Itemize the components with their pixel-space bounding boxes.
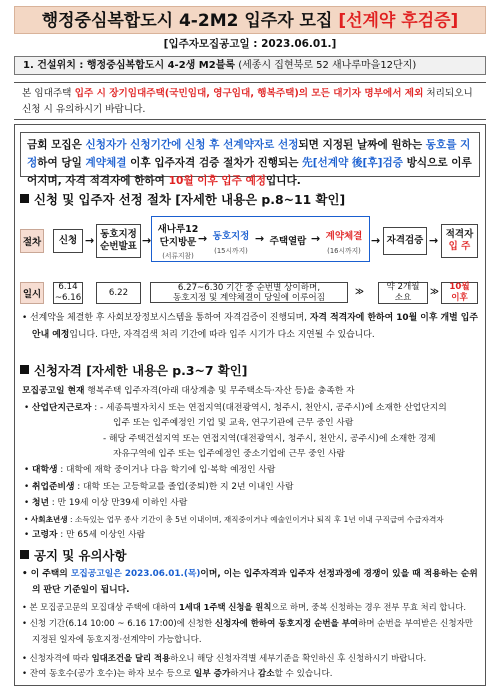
job-seeker-label: 취업준비생 [32, 482, 75, 492]
notice4-a: 신청자격에 따라 [29, 653, 92, 663]
schedule-verify-line2: 소요 [394, 293, 412, 303]
schedule-eligible-line2: 이후 [451, 293, 468, 303]
section3-heading [20, 546, 126, 564]
location-label: 1. 건설위치 : 행정중심복합도시 4-2생 M2블록 [23, 60, 236, 71]
flow-eligible [441, 224, 478, 258]
arrow-right-icon: → [198, 232, 208, 245]
youth-item: • 청년 : 만 19세 이상 만39세 이하인 사람 [24, 498, 188, 508]
notice1-a: 이 주택의 [30, 569, 71, 579]
arrow-right-icon: → [311, 232, 321, 245]
notice5-c: 하거나 [230, 669, 258, 679]
flow-contract-sub: (16시까지) [327, 247, 361, 255]
industrial-line2: - 해당 주택건설지역 또는 연접지역(대전광역시, 청주시, 천안시, 공주시)에 소재한 경제 [103, 434, 436, 444]
flow-designate-sub: (15시까지) [214, 247, 248, 255]
schedule-tag: 일시 [20, 282, 44, 304]
section1-heading-text: 신청 및 입주자 선정 절차 [자세한 내용은 p.8~11 확인] [34, 192, 346, 207]
notice5-d: 감소 [257, 669, 275, 679]
newbie-label: 사회초년생 [30, 515, 68, 524]
section2-intro [22, 385, 476, 398]
schedule-visit [150, 282, 348, 303]
double-chevron-icon: ≫ [430, 287, 439, 297]
student-text: : 대학에 재학 중이거나 다음 학기에 입·복학 예정인 사람 [57, 465, 276, 475]
flow-eligible-line1: 적격자 [445, 229, 474, 240]
announcement-date: [입주자모집공고일 : 2023.06.01.] [163, 38, 337, 50]
industrial-line1b: 입주 또는 입주예정인 기업 및 교육, 연구기관에 근무 중인 사람 [113, 418, 354, 428]
elder-label: 고령자 [32, 530, 58, 540]
section3-heading-text: 공지 및 유의사항 [34, 548, 127, 563]
youth-text: : 만 19세 이상 만39세 이하인 사람 [49, 498, 188, 508]
notice5-e: 할 수 있습니다. [274, 669, 333, 679]
notice4-c: 하오니 해당 신청자격별 세부기준을 확인하신 후 신청하시기 바랍니다. [170, 653, 427, 663]
flow-apply: 신청 [53, 229, 83, 253]
flow-complex [154, 223, 202, 249]
title-main: 행정중심복합도시 4-2M2 입주자 모집 [41, 11, 333, 31]
notice1-b: 모집공고일은 2023.06.01.(목) [70, 569, 201, 579]
youth-label: 청년 [32, 498, 49, 508]
newbie-text: : 소득있는 업무 종사 기간이 총 5년 이내이며, 재직중이거나 예술인이거나 퇴직 후 1년 이내 구직급여 수급자격자 [67, 515, 444, 524]
schedule-verify-line1: 약 2개월 [386, 282, 420, 292]
notice-box [14, 82, 486, 120]
notice2-a: 본 모집공고문의 모집대상 주택에 대하여 [29, 602, 179, 612]
notice-item-4: • 신청자격에 따라 임대조건을 달리 적용하오니 해당 신청자격별 세부기준을 확인하신 후 신청하시기 바랍니다. [22, 653, 427, 663]
student-item: • 대학생 : 대학에 재학 중이거나 다음 학기에 입·복학 예정인 사람 [24, 465, 276, 475]
arrow-right-icon: → [371, 234, 381, 247]
schedule-visit-line1: 6.27~6.30 기간 중 순번별 상이하며, [177, 283, 321, 293]
lead-text-9: 방식으로 이루어지며, 자격 적격자에 한하여 [27, 157, 472, 187]
lead-text-6: 계약체결 [85, 157, 127, 169]
elder-text: : 만 65세 이상인 사람 [57, 530, 146, 540]
notice-item-1: • 이 주택의 모집공고일은 2023.06.01.(목)이며, 이는 입주자격과 입주자 선정과정에 경쟁이 있을 때 적용하는 순위의 판단 기준일이 됩니다. [22, 569, 478, 595]
notice3-c: 하며 순번을 부여받은 신청자만 지정된 일자에 동호지정·선계약이 가능합니다. [32, 619, 473, 645]
elder-item: • 고령자 : 만 65세 이상인 사람 [24, 530, 146, 540]
schedule-eligible-line1: 10월 [449, 282, 470, 292]
flow-tag: 절차 [20, 229, 44, 253]
flow-announce [96, 224, 141, 258]
lead-text-10: 10월 이후 입주 예정 [168, 175, 267, 187]
job-seeker-item: • 취업준비생 : 대학 또는 고등학교를 졸업(중퇴)한 지 2년 이내인 사람 [24, 482, 294, 492]
lead-text-8: 先[선계약 後[후]검증 [302, 157, 403, 169]
flow-announce-line2: 순번발표 [100, 241, 137, 252]
flow-complex-sub: (서류지참) [162, 252, 194, 260]
industrial-line1: : - 세종특별자치시 또는 연접지역(대전광역시, 청주시, 천안시, 공주시)에 소재한 산업단지의 [91, 403, 447, 413]
section1-note-c: 입니다. 다만, 자격검색 처리 기간에 따라 입주 시기가 다소 지연될 수 있습니다. [69, 330, 375, 340]
square-bullet-icon [20, 194, 29, 203]
job-seeker-text: : 대학 또는 고등학교를 졸업(중퇴)한 지 2년 이내인 사람 [74, 482, 294, 492]
section2-intro-bold: 모집공고일 현재 [22, 386, 85, 396]
title-accent: [선계약 후검증] [338, 11, 459, 31]
industrial-label: 산업단지근로자 [32, 403, 92, 413]
document-title [14, 6, 486, 34]
lead-text-1: 금회 모집은 [27, 139, 86, 151]
lead-text-7: 이후 입주자격 검증 절차가 진행되는 [126, 157, 303, 169]
schedule-apply-line1: 6.14 [58, 282, 78, 292]
notice-item-2: • 본 모집공고문의 모집대상 주택에 대하여 1세대 1주택 신청을 원칙으로 하며, 중복 신청하는 경우 전부 무효 처리 합니다. [22, 602, 467, 612]
section2-heading-text: 신청자격 [자세한 내용은 p.3~7 확인] [34, 363, 248, 378]
notice2-b: 1세대 1주택 신청을 원칙 [178, 602, 272, 612]
notice-part3: 처리되오니 신청 시 유의하시기 바랍니다. [22, 88, 473, 115]
flow-eligible-line2: 입 주 [448, 241, 471, 252]
flow-contract: 계약체결 [325, 231, 363, 242]
section1-note-a: 선계약을 체결한 후 사회보장정보시스템을 통하여 자격검증이 진행되며, [30, 313, 310, 323]
student-label: 대학생 [32, 465, 58, 475]
flow-announce-line1: 동호지정 [100, 229, 137, 240]
arrow-right-icon: → [429, 234, 439, 247]
flow-tour: 주택열람 [269, 236, 307, 247]
square-bullet-icon [20, 365, 29, 374]
flow-complex-line2: 단지방문 [159, 237, 197, 248]
notice5-a: 잔여 동호수(공가 호수)는 하자 보수 등으로 [29, 669, 195, 679]
newbie-item: • 사회초년생 : 소득있는 업무 종사 기간이 총 5년 이내이며, 재직중이거나 예술인이거나 퇴직 후 1년 이내 구직급여 수급자격자 [24, 515, 444, 524]
arrow-right-icon: → [85, 234, 95, 247]
schedule-apply [53, 282, 83, 304]
arrow-right-icon: → [255, 232, 265, 245]
section2-heading [20, 361, 247, 379]
lead-text-4: 동호를 지정 [27, 139, 471, 169]
notice-item-5: • 잔여 동호수(공가 호수)는 하자 보수 등으로 일부 증가하거나 감소할 수 있습니다. [22, 669, 333, 679]
notice1-c: 이며, 이는 입주자격과 입주자 선정과정에 경쟁이 있을 때 적용하는 순위의 판단 기준일이 됩니다. [32, 569, 478, 595]
schedule-visit-line2: 동호지정 및 계약체결이 당일에 이루어짐 [172, 293, 326, 303]
schedule-announce: 6.22 [96, 282, 141, 304]
lead-text-11: 입니다. [266, 175, 301, 187]
square-bullet-icon [20, 550, 29, 559]
section1-heading [20, 190, 345, 208]
lead-text-5: 하여 당일 [37, 157, 86, 169]
schedule-verify [378, 282, 428, 304]
lead-text-3: 되면 지정된 날짜에 원하는 [298, 139, 426, 151]
section1-note: • 선계약을 체결한 후 사회보장정보시스템을 통하여 자격검증이 진행되며, 자격 적격자에 한하여 10월 이후 개별 입주안내 예정입니다. 다만, 자격검색 처리 기간에 따라 입주 시기가 다소 지연될 수 있습니다. [22, 313, 478, 340]
notice-part1: 본 임대주택 [22, 88, 72, 99]
notice4-b: 임대조건을 달리 적용 [91, 653, 171, 663]
location-detail: (세종시 집현북로 52 새나루마을12단지) [238, 60, 417, 71]
flow-complex-line1: 새나루12 [157, 224, 199, 235]
schedule-apply-line2: ~6.16 [54, 293, 82, 303]
arrow-right-icon: → [142, 234, 152, 247]
notice5-b: 일부 증가 [194, 669, 231, 679]
notice3-b: 신청자에 한하여 동호지정 순번을 부여 [214, 619, 359, 629]
schedule-eligible [441, 282, 478, 304]
section2-intro-text: 행복주택 입주자격(아래 대상계층 및 무주택소득·자산 등)을 충족한 자 [84, 386, 355, 396]
notice2-c: 으로 하며, 중복 신청하는 경우 전부 무효 처리 합니다. [271, 602, 467, 612]
flow-verify: 자격검증 [383, 227, 427, 255]
notice3-a: 신청 기간(6.14 10:00 ~ 6.16 17:00)에 신청한 [29, 619, 215, 629]
notice-item-3: • 신청 기간(6.14 10:00 ~ 6.16 17:00)에 신청한 신청자에 한하여 동호지정 순번을 부여하며 순번을 부여받은 신청자만 지정된 일자에 동호지정·선계약이 가능합니다. [22, 619, 473, 645]
flow-designate: 동호지정 [212, 231, 250, 242]
industrial-line2b: 자유구역에 입주 또는 입주예정인 중소기업에 근무 중인 사람 [113, 449, 346, 459]
lead-box [20, 132, 480, 187]
lead-text-2: 신청자가 신청기간에 신청 후 선계약자로 선정 [85, 139, 299, 151]
section1-note-b: 자격 적격자에 한하여 10월 이후 개별 입주안내 예정 [32, 313, 478, 340]
location-bar [14, 56, 486, 75]
industrial-item: • 산업단지근로자 : - 세종특별자치시 또는 연접지역(대전광역시, 청주시, 천안시, 공주시)에 소재한 산업단지의 [24, 403, 447, 413]
notice-part2: 입주 시 장기임대주택(국민임대, 영구임대, 행복주택)의 모든 대기자 명부에서 제외 [71, 88, 424, 99]
double-chevron-icon: ≫ [355, 287, 364, 297]
